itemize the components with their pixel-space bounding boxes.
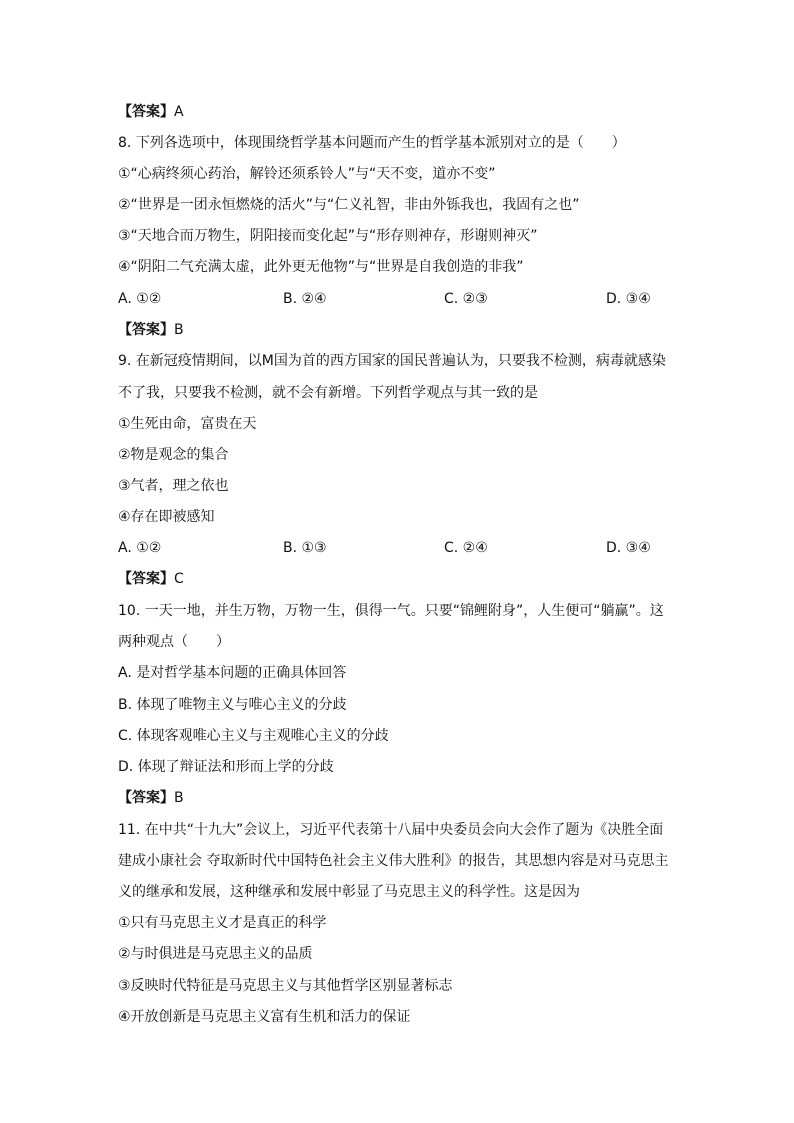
answer-value: B: [174, 322, 184, 338]
question-10-option-a: A. 是对哲学基本问题的正确具体回答: [118, 665, 347, 681]
question-9-option-d: D. ③④: [606, 540, 651, 556]
question-8-item-2: ②“世界是一团永恒燃烧的活火”与“仁义礼智，非由外铄我也，我固有之也”: [118, 197, 580, 213]
question-10-option-b: B. 体现了唯物主义与唯心主义的分歧: [118, 697, 347, 713]
question-8-option-d: D. ③④: [606, 291, 651, 307]
answer-value: A: [174, 104, 184, 120]
question-8-item-1: ①“心病终须心药治，解铃还须系铃人”与“天不变，道亦不变”: [118, 166, 496, 182]
question-8-option-c: C. ②③: [444, 291, 488, 307]
question-8-option-a: A. ①②: [118, 291, 162, 307]
answer-value: C: [174, 571, 184, 587]
question-11-item-3: ③反映时代特征是马克思主义与其他哲学区别显著标志: [118, 978, 453, 994]
question-9-item-2: ②物是观念的集合: [118, 447, 229, 463]
answer-label: 【答案】: [118, 104, 174, 120]
answer-q7: [118, 102, 184, 122]
question-11-item-2: ②与时俱进是马克思主义的品质: [118, 946, 313, 962]
answer-q9: [118, 569, 184, 589]
question-8-option-b: B. ②④: [283, 291, 327, 307]
question-9-item-1: ①生死由命，富贵在天: [118, 416, 257, 432]
question-8-item-3: ③“天地合而万物生，阴阳接而变化起”与“形存则神存，形谢则神灭”: [118, 228, 538, 244]
question-10-stem-line-2: 两种观点（ ）: [118, 634, 230, 650]
answer-label: 【答案】: [118, 571, 174, 587]
question-11-item-4: ④开放创新是马克思主义富有生机和活力的保证: [118, 1009, 411, 1025]
answer-label: 【答案】: [118, 322, 174, 338]
question-9-option-a: A. ①②: [118, 540, 162, 556]
question-11-item-1: ①只有马克思主义才是真正的科学: [118, 915, 327, 931]
question-9-option-c: C. ②④: [444, 540, 488, 556]
answer-q8: [118, 320, 184, 340]
question-9-item-3: ③气者，理之依也: [118, 478, 229, 494]
question-9-option-b: B. ①③: [283, 540, 327, 556]
question-9-stem-line-1: 9. 在新冠疫情期间，以M国为首的西方国家的国民普遍认为，只要我不检测，病毒就感染: [118, 353, 666, 369]
question-8-item-4: ④“阴阳二气充满太虚，此外更无他物”与“世界是自我创造的非我”: [118, 259, 524, 275]
question-9-item-4: ④存在即被感知: [118, 509, 215, 525]
question-10-option-c: C. 体现客观唯心主义与主观唯心主义的分歧: [118, 728, 389, 744]
question-8-stem: 8. 下列各选项中，体现围绕哲学基本问题而产生的哲学基本派别对立的是（ ）: [118, 135, 626, 151]
question-9-stem-line-2: 不了我，只要我不检测，就不会有新增。下列哲学观点与其一致的是: [118, 385, 538, 401]
question-10-option-d: D. 体现了辩证法和形而上学的分歧: [118, 759, 334, 775]
question-11-stem-line-2: 建成小康社会 夺取新时代中国特色社会主义伟大胜利》的报告，其思想内容是对马克思主: [118, 853, 669, 869]
question-11-stem-line-3: 义的继承和发展，这种继承和发展中彰显了马克思主义的科学性。这是因为: [118, 884, 580, 900]
answer-q10: [118, 788, 184, 808]
question-10-stem-line-1: 10. 一天一地，并生万物，万物一生，俱得一气。只要“锦鲤附身”，人生便可“躺赢”。这: [118, 603, 664, 619]
answer-value: B: [174, 790, 184, 806]
answer-label: 【答案】: [118, 790, 174, 806]
question-11-stem-line-1: 11. 在中共“十九大”会议上，习近平代表第十八届中央委员会向大会作了题为《决胜全面: [118, 822, 664, 838]
